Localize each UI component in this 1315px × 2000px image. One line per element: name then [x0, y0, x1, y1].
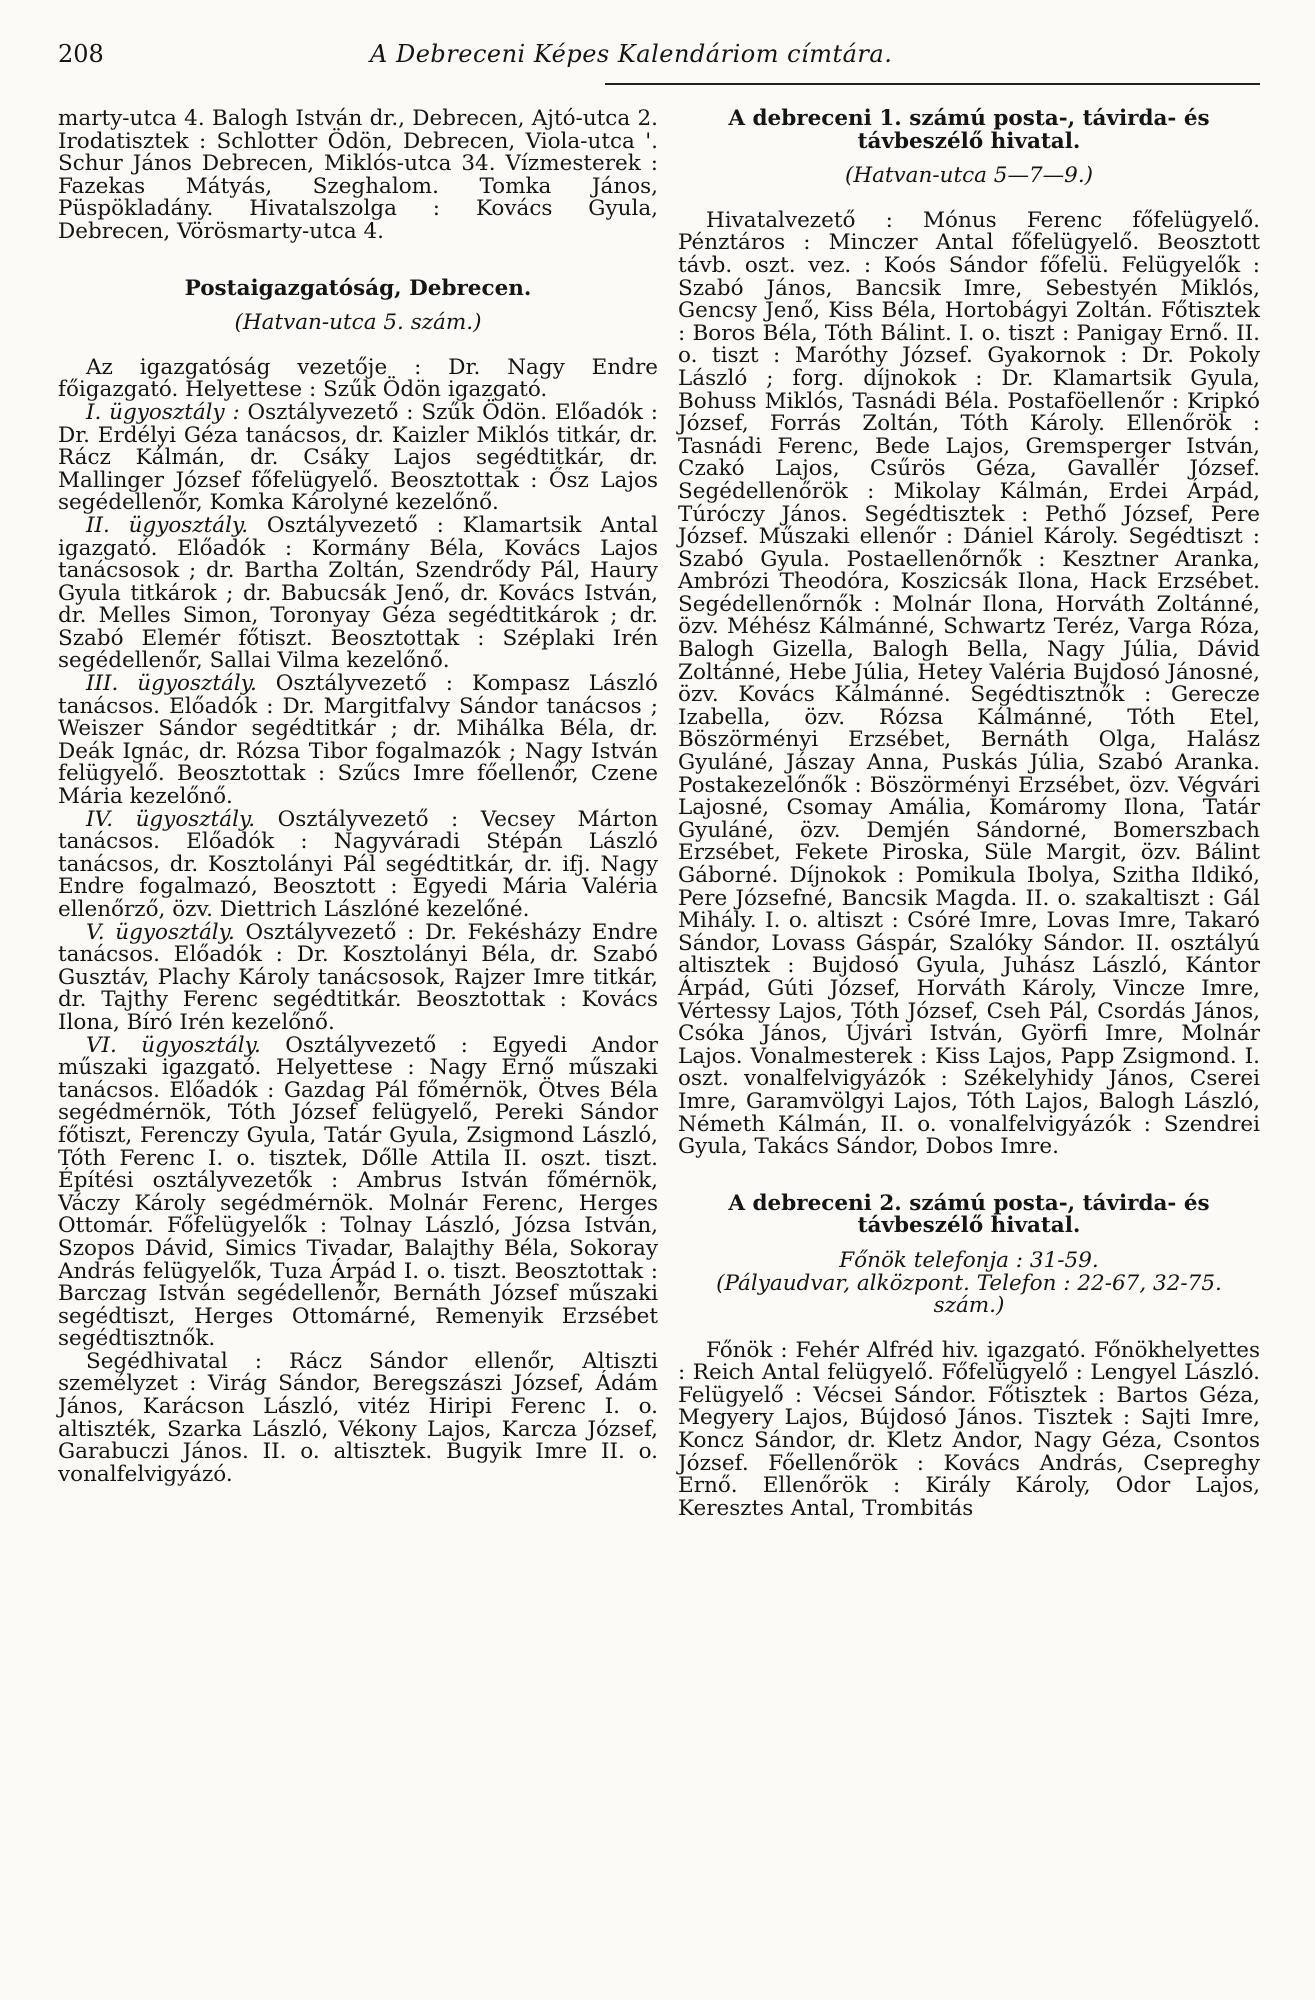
department-label: II. ügyosztály. [86, 512, 249, 538]
intro-paragraph: marty-utca 4. Balogh István dr., Debrecen, Ajtó-utca 2. Irodatisztek : Schlotter Ödön, Debrecen, Viola-utca '. Schur János Debrecen, Miklós-utca 34. Vízmesterek : Fazekas Mátyás, Szeghalom. Tomka János, Püspökladány. Hivatalszolga : Kovács Gyula, Debrecen, Vörösmarty-utca 4. [58, 106, 658, 244]
department-label: I. ügyosztály : [86, 399, 240, 425]
department-text: Osztályvezető : Vecsey Márton tanácsos. Előadók : Nagyváradi Stépán László tanácsos, dr. Kosztolányi Pál segédtitkár, dr. ifj. Nagy Endre fogalmazó, Beosztott : Egyedi Mária Valéria ellenőrző, özv. Diettrich Lászlóné kezelőné. [58, 806, 658, 922]
office-1-staff: Hivatalvezető : Mónus Ferenc főfelügyelő. Pénztáros : Minczer Antal főfelügyelő. Beosztott távb. oszt. vez. : Koós Sándor főfelü. Felügyelők : Szabó János, Bancsik Imre, Sebestyén Miklós, Gencsy Jenő, Kiss Béla, Hortobágyi Zoltán. Főtisztek : Boros Béla, Tóth Bálint. I. o. tiszt : Panigay Ernő. II. o. tiszt : Maróthy József. Gyakornok : Dr. Pokoly László ; forg. díjnokok : Dr. Klamartsik Gyula, Bohuss Miklós, Tasnádi Béla. Postaföellenőr : Kripkó József, Forrás Zoltán, Tóth Károly. Ellenőrök : Tasnádi Ferenc, Bede Lajos, Gremsperger István, Czakó Lajos, Csűrös Géza, Gavallér József. Segédellenőrök : Mikolay Kálmán, Erdei Árpád, Túróczy János. Segédtisztek : Pethő József, Pere József. Műszaki ellenőr : Dániel Károly. Segédtiszt : Szabó Gyula. Postaellenőrnők : Kesztner Aranka, Ambrózi Theodóra, Koszicsák Ilona, Hack Erzsébet. Segédellenőrnők : Molnár Ilona, Horváth Zoltánné, özv. Méhész Kálmánné, Schwartz Teréz, Varga Róza, Balogh Gizella, Balogh Bella, Nagy Júlia, Dávid Zoltánné, Hebe Júlia, Hetey Valéria Bujdosó Jánosné, özv. Kovács Kálmánné. Segédtisztnők : Gerecze Izabella, özv. Rózsa Kálmánné, Tóth Etel, Böszörményi Erzsébet, Bernáth Olga, Halász Gyuláné, Jászay Anna, Puskás Júlia, Szabó Aranka. Postakezelőnők : Böszörményi Erzsébet, özv. Végvári Lajosné, Csomay Amália, Komáromy Ilona, Tatár Gyuláné, özv. Demjén Sándorné, Bomerszbach Erzsébet, Fekete Piroska, Süle Margit, özv. Bálint Gáborné. Díjnokok : Pomikula Ibolya, Szitha Ildikó, Pere Józsefné, Bancsik Magda. II. o. szakaltiszt : Gál Mihály. I. o. altiszt : Csóré Imre, Lovas Imre, Takaró Sándor, Lovass Gáspár, Szalóky Sándor. II. osztályú altisztek : Bujdosó Gyula, Juhász László, Kántor Árpád, Gúti József, Horváth Károly, Vincze Imre, Vértessy Lajos, Tóth József, Cseh Pál, Csordás János, Csóka János, Újvári István, Györfi Imre, Molnár Lajos. Vonalmesterek : Kiss Lajos, Papp Zsigmond. I. oszt. vonalfelvigyázók : Székelyhidy János, Cserei Imre, Garamvölgyi Lajos, Tóth Lajos, Balogh László, Németh Kálmán, II. o. vonalfelvigyázók : Szendrei Gyula, Takács Sándor, Dobos Imre. [678, 207, 1260, 1160]
department-paragraph [58, 919, 658, 1035]
office-1-title: A debreceni 1. számú posta-, távirda- és távbeszélő hivatal. [728, 106, 1210, 154]
department-paragraph [58, 806, 658, 922]
department-label: III. ügyosztály. [86, 671, 257, 697]
department-text: Osztályvezető : Kompasz László tanácsos. Előadók : Dr. Margitfalvy Sándor tanácsos ; Weiszer Sándor segédtitkár ; dr. Mihálka Béla, dr. Deák Ignác, dr. Rózsa Tibor fogalmazók ; Nagy István felügyelő. Beosztottak : Szűcs Imre főellenőr, Czene Mária kezelőnő. [58, 671, 659, 810]
department-paragraph [58, 673, 658, 809]
office-2-staff: Főnök : Fehér Alfréd hiv. igazgató. Főnökhelyettes : Reich Antal felügyelő. Főfelügyelő : Lengyel László. Felügyelő : Vécsei Sándor. Főtisztek : Bartos Géza, Megyery Lajos, Bújdosó János. Tisztek : Sajti Imre, Koncz Sándor, dr. Kletz Andor, Nagy Géza, Csontos József. Főellenőrök : Kovács András, Csepreghy Ernő. Ellenőrök : Király Károly, Odor Lajos, Keresztes Antal, Trombitás [678, 1337, 1260, 1521]
office-2-title: A debreceni 2. számú posta-, távirda- és távbeszélő hivatal. [728, 1190, 1210, 1239]
department-paragraph [58, 512, 658, 674]
office-2-address: (Pályaudvar, alközpont. Telefon : 22-67, 32-75. szám.) [716, 1270, 1222, 1319]
page-number: 208 [58, 40, 104, 68]
department-text: Osztályvezető : Szűk Ödön. Előadók : Dr. Erdélyi Géza tanácsos, dr. Kaizler Miklós titkár, dr. Rácz Kálmán, dr. Csáky Lajos segédtitkár, dr. Mallinger József főfelügyelő. Beosztottak : Ősz Lajos segédellenőr, Komka Károlyné kezelőnő. [58, 399, 658, 516]
department-label: VI. ügyosztály. [86, 1032, 261, 1058]
section-title: Postaigazgatóság, Debrecen. [184, 275, 532, 301]
office-1-address: (Hatvan-utca 5—7—9.) [844, 163, 1094, 189]
department-paragraph [58, 1032, 658, 1352]
director-paragraph: Az igazgatóság vezetője : Dr. Nagy Endre főigazgató. Helyettese : Szűk Ödön igazgató. [58, 354, 658, 403]
auxiliary-office-paragraph: Segédhivatal : Rácz Sándor ellenőr, Altiszti személyzet : Virág Sándor, Beregszászi József, Ádám János, Karácson László, vitéz Hiripi Ferenc I. o. altiszték, Szarka László, Vékony Lajos, Karcza József, Garabuczi János. II. o. altisztek. Bugyik Imre II. o. vonalfelvigyázó. [58, 1348, 658, 1487]
department-label: IV. ügyosztály. [86, 806, 256, 832]
department-paragraph [58, 399, 658, 516]
running-title: A Debreceni Képes Kalendáriom címtára. [370, 40, 893, 68]
page-header [58, 40, 1258, 80]
department-label: V. ügyosztály. [86, 919, 235, 945]
department-text: Osztályvezető : Dr. Fekésházy Endre tanácsos. Előadók : Dr. Kosztolányi Béla, dr. Szabó Gusztáv, Plachy Károly tanácsosok, Rajzer Imre titkár, dr. Tajthy Ferenc segédtitkár. Beosztottak : Kovács Ilona, Bíró Irén kezelőnő. [58, 919, 658, 1035]
section-address: (Hatvan-utca 5. szám.) [234, 310, 482, 336]
header-rule [605, 83, 1260, 85]
department-text: Osztályvezető : Egyedi Andor műszaki igazgató. Helyettese : Nagy Ernő műszaki tanácsos. Előadók : Gazdag Pál főmérnök, Ötves Béla segédmérnök, Tóth József felügyelő, Pereki Sándor főtiszt, Ferenczy Gyula, Tatár Gyula, Zsigmond László, Tóth Ferenc I. o. tisztek, Dőlle Attila II. oszt. tiszt. Építési osztályvezetők : Ambrus István főmérnök, Váczy Károly segédmérnök. Molnár Ferenc, Herges Ottomár. Főfelügyelők : Tolnay László, Józsa István, Szopos Dávid, Simics Tivadar, Balajthy Béla, Sokoray András felügyelők, Tuza Árpád I. o. tiszt. Beosztottak : Barczag István segédellenőr, Bernáth József műszaki segédtiszt, Herges Ottomárné, Remenyik Erzsébet segédtisztnők. [58, 1032, 658, 1352]
office-2-phone: Főnök telefonja : 31-59. [839, 1247, 1099, 1273]
department-text: Osztályvezető : Klamartsik Antal igazgató. Előadók : Kormány Béla, Kovács Lajos tanácsosok ; dr. Bartha Zoltán, Szendrődy Pál, Haury Gyula titkárok ; dr. Babucsák Jenő, dr. Kovács István, dr. Melles Simon, Toronyay Géza segédtitkárok ; dr. Szabó Elemér főtiszt. Beosztottak : Széplaki Irén segédellenőr, Sallai Vilma kezelőnő. [58, 512, 658, 674]
left-column [58, 108, 658, 1486]
right-column [678, 108, 1260, 1520]
